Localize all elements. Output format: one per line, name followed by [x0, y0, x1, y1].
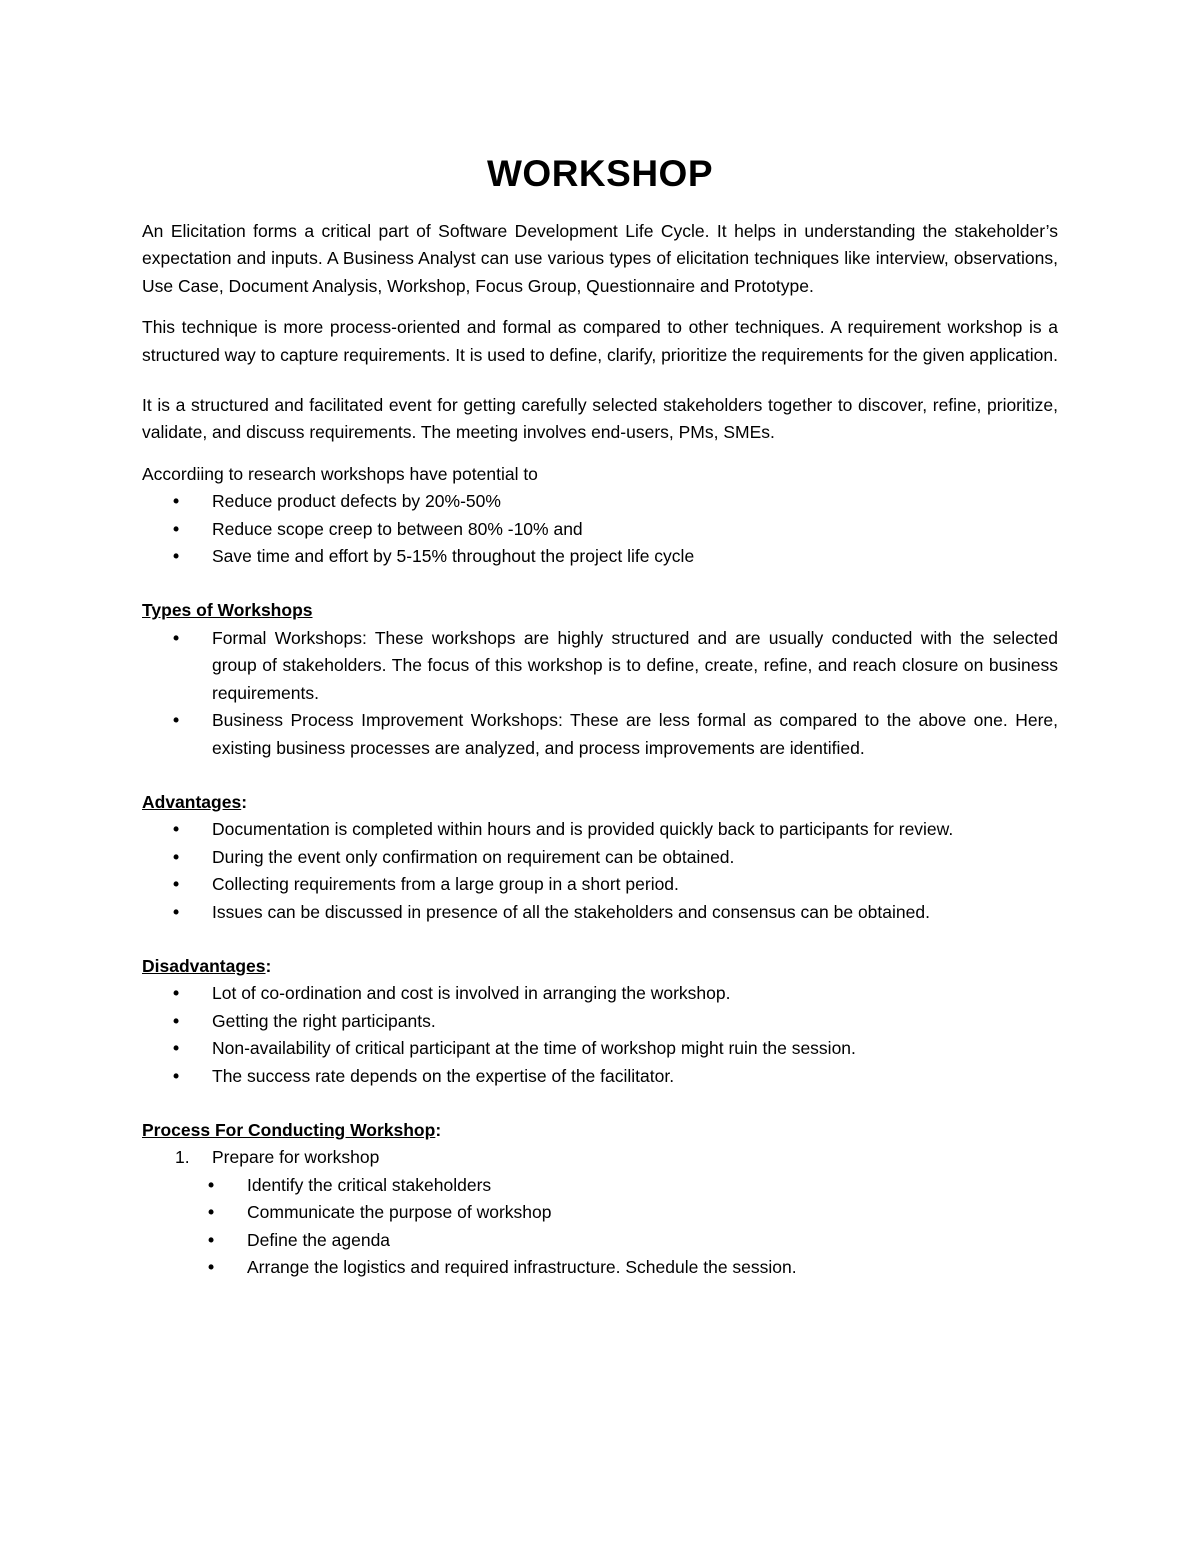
advantages-section	[142, 789, 1058, 926]
page-title: WORKSHOP	[487, 153, 713, 194]
list-item: • Non-availability of critical participant at the time of workshop might ruin the session.	[142, 1035, 1058, 1062]
advantages-heading-colon: :	[241, 791, 248, 812]
disadvantages-heading-colon: :	[265, 955, 272, 976]
document-page	[142, 150, 1058, 1281]
process-section	[142, 1117, 1058, 1281]
types-heading: Types of Workshops	[142, 600, 313, 621]
list-item: • Communicate the purpose of workshop	[212, 1199, 1058, 1226]
step-number: 1.	[175, 1147, 190, 1168]
list-item: • Save time and effort by 5-15% throughout the project life cycle	[142, 543, 1058, 570]
disadvantages-heading-text: Disadvantages	[142, 955, 266, 976]
list-item: • Define the agenda	[212, 1227, 1058, 1254]
process-heading-colon: :	[435, 1119, 442, 1140]
research-heading: Accordiing to research workshops have potential to	[142, 463, 538, 484]
research-section	[142, 461, 1058, 571]
types-section	[142, 597, 1058, 761]
advantages-list	[142, 816, 1058, 926]
disadvantages-heading	[142, 953, 1058, 980]
process-steps	[142, 1144, 1058, 1281]
list-item: • Formal Workshops: These workshops are highly structured and are usually conducted with the selected group of stakeholders. The focus of this workshop is to define, create, refine, and reach closure on business requirements.	[142, 625, 1058, 707]
list-item: • Documentation is completed within hours and is provided quickly back to participants for review.	[142, 816, 1058, 843]
process-heading-text: Process For Conducting Workshop	[142, 1119, 436, 1140]
process-step	[142, 1144, 1058, 1281]
list-item: • Identify the critical stakeholders	[212, 1172, 1058, 1199]
intro-paragraph-2: This technique is more process-oriented and formal as compared to other techniques. A requirement workshop is a structured way to capture requirements. It is used to define, clarify, prioritize the requirements for the given application.	[142, 317, 1058, 365]
step-label: Prepare for workshop	[212, 1147, 380, 1168]
list-item: • Issues can be discussed in presence of all the stakeholders and consensus can be obtained.	[142, 899, 1058, 926]
list-item: • Lot of co-ordination and cost is involved in arranging the workshop.	[142, 980, 1058, 1007]
list-item: • During the event only confirmation on requirement can be obtained.	[142, 844, 1058, 871]
advantages-heading	[142, 789, 1058, 816]
process-heading	[142, 1117, 1058, 1144]
list-item: • Getting the right participants.	[142, 1008, 1058, 1035]
disadvantages-list	[142, 980, 1058, 1090]
list-item: • The success rate depends on the expertise of the facilitator.	[142, 1063, 1058, 1090]
intro-paragraph-1: An Elicitation forms a critical part of Software Development Life Cycle. It helps in understanding the stakeholder’s expectation and inputs. A Business Analyst can use various types of elicitation techniques like interview, observations, Use Case, Document Analysis, Workshop, Focus Group, Questionnaire and Prototype.	[142, 221, 1058, 296]
types-list	[142, 625, 1058, 762]
list-item: • Reduce scope creep to between 80% -10% and	[142, 516, 1058, 543]
disadvantages-section	[142, 953, 1058, 1090]
research-list	[142, 488, 1058, 570]
intro-paragraph-3: It is a structured and facilitated event for getting carefully selected stakeholders together to discover, refine, prioritize, validate, and discuss requirements. The meeting involves end-users, PMs, SMEs.	[142, 395, 1058, 443]
list-item: • Arrange the logistics and required infrastructure. Schedule the session.	[212, 1254, 1058, 1281]
advantages-heading-text: Advantages	[142, 791, 242, 812]
step-sub-list	[212, 1172, 1058, 1282]
list-item: • Business Process Improvement Workshops: These are less formal as compared to the above one. Here, existing business processes are analyzed, and process improvements are identified.	[142, 707, 1058, 762]
list-item: • Reduce product defects by 20%-50%	[142, 488, 1058, 515]
list-item: • Collecting requirements from a large group in a short period.	[142, 871, 1058, 898]
